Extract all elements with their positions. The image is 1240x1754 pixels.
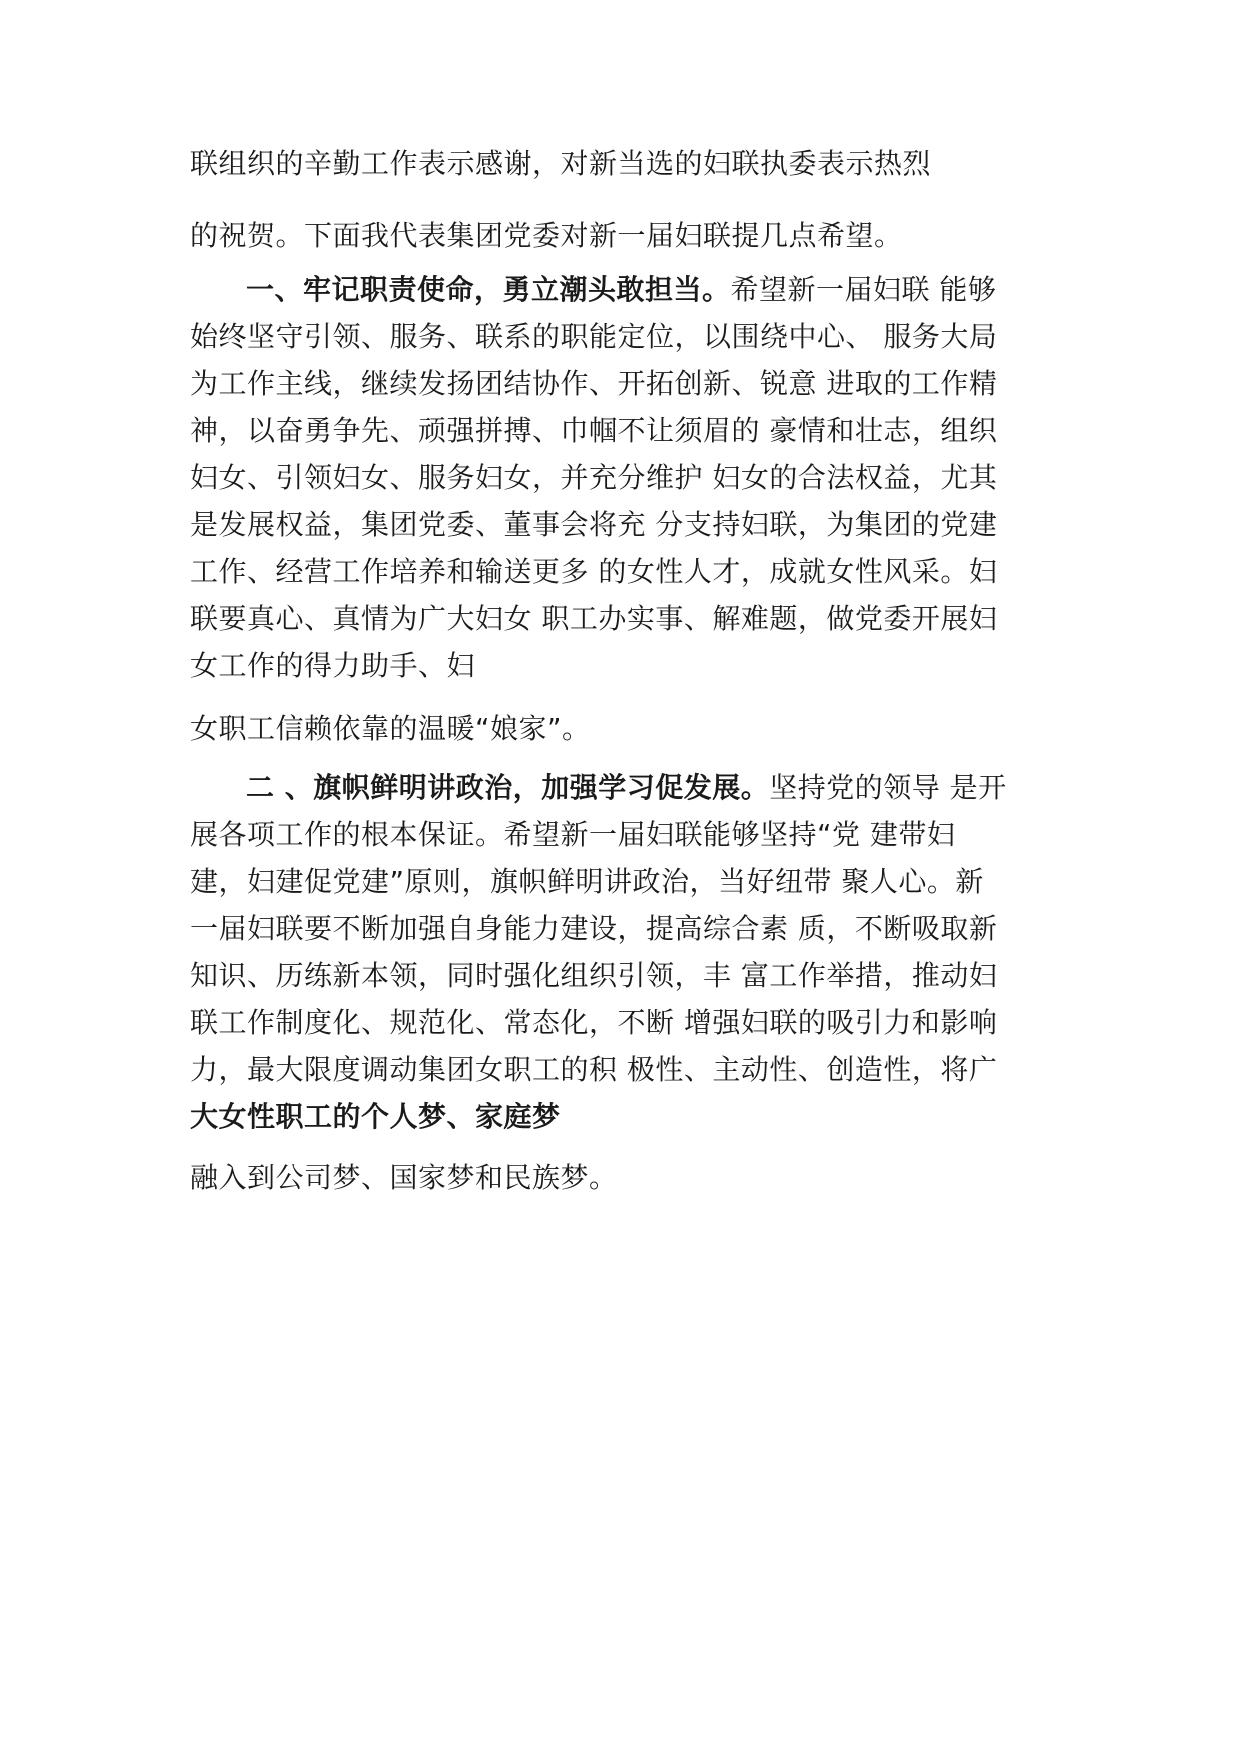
- text-line: 展各项工作的根本保证。希望新一届妇联能够坚持“党 建带妇: [190, 818, 956, 851]
- text-line: 女职工信赖依靠的温暖“娘家”。: [190, 712, 591, 745]
- bold-text-line: 大女性职工的个人梦、家庭梦: [190, 1100, 561, 1133]
- section-2-text: 坚持党的领导 是开: [769, 771, 1007, 804]
- text-line: 联组织的辛勤工作表示感谢，对新当选的妇联执委表示热烈: [190, 147, 932, 180]
- text-line: 为工作主线，继续发扬团结协作、开拓创新、锐意 进取的工作精: [190, 367, 998, 400]
- text-line: 妇女、引领妇女、服务妇女，并充分维护 妇女的合法权益，尤其: [190, 461, 998, 494]
- text-line: 工作、经营工作培养和输送更多 的女性人才，成就女性风采。妇: [190, 555, 998, 588]
- section-2-heading: 二 、旗帜鲜明讲政治，加强学习促发展。: [246, 771, 770, 804]
- text-line: 是发展权益，集团党委、董事会将充 分支持妇联，为集团的党建: [190, 508, 998, 541]
- text-line: 的祝贺。下面我代表集团党委对新一届妇联提几点希望。: [190, 219, 903, 252]
- section-1-first-line: [190, 272, 1070, 308]
- text-line: 融入到公司梦、国家梦和民族梦。: [190, 1161, 618, 1194]
- text-line: 联要真心、真情为广大妇女 职工办实事、解难题，做党委开展妇: [190, 602, 998, 635]
- text-line: 神，以奋勇争先、顽强拼搏、巾帼不让须眉的 豪情和壮志，组织: [190, 414, 998, 447]
- text-line: 联工作制度化、规范化、常态化，不断 增强妇联的吸引力和影响: [190, 1006, 998, 1039]
- section-1-heading: 一、牢记职责使命，勇立潮头敢担当。: [246, 273, 731, 306]
- text-line: 女工作的得力助手、妇: [190, 649, 476, 682]
- text-line: 建，妇建促党建”原则，旗帜鲜明讲政治，当好纽带 聚人心。新: [190, 865, 984, 898]
- text-line: 始终坚守引领、服务、联系的职能定位，以围绕中心、 服务大局: [190, 320, 998, 353]
- section-2-first-line: [190, 770, 1070, 806]
- text-line: 力，最大限度调动集团女职工的积 极性、主动性、创造性，将广: [190, 1053, 998, 1086]
- text-line: 一届妇联要不断加强自身能力建设，提高综合素 质，不断吸取新: [190, 912, 998, 945]
- section-1-text: 希望新一届妇联 能够: [730, 273, 997, 306]
- text-line: 知识、历练新本领，同时强化组织引领，丰 富工作举措，推动妇: [190, 959, 998, 992]
